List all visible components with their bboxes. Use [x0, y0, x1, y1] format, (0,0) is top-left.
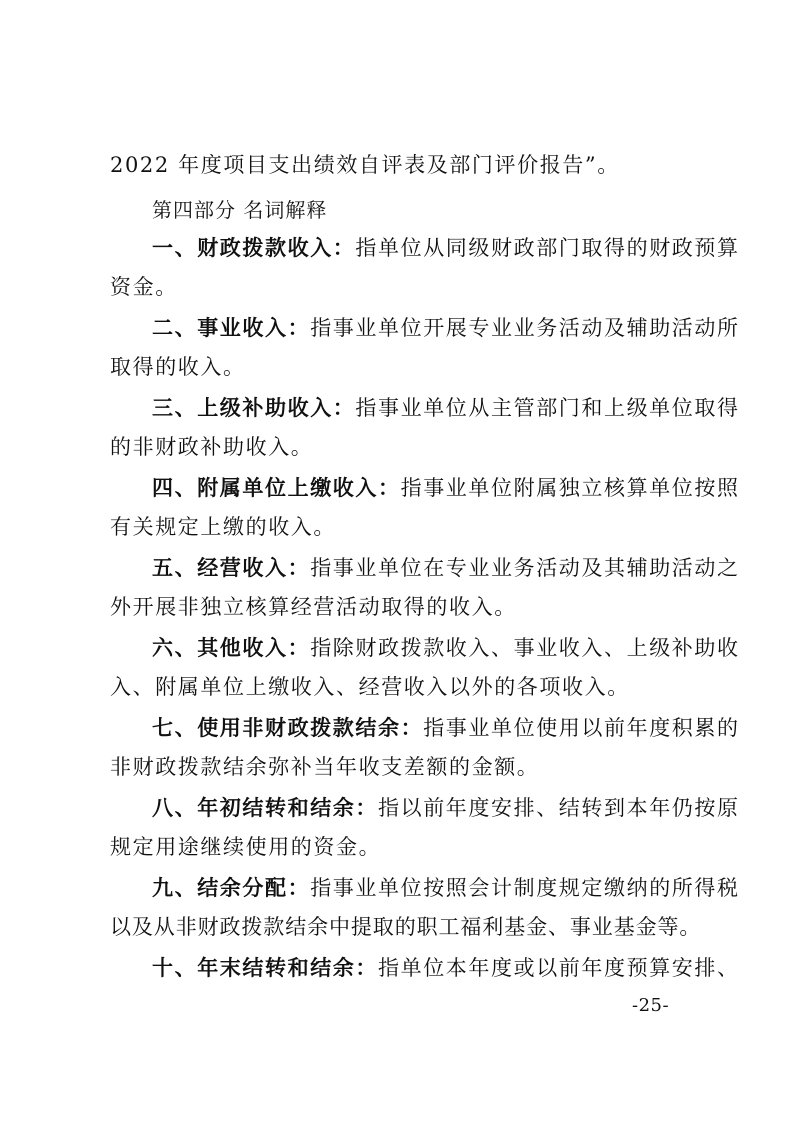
- definition-10-line-1: [152, 953, 740, 983]
- definition-8-line-2: 规定用途继续使用的资金。: [110, 835, 382, 859]
- definition-9-line-1: [152, 873, 740, 903]
- definition-2-text: 指事业单位开展专业业务活动及辅助活动所: [310, 316, 740, 340]
- definition-3-text: 指事业单位从主管部门和上级单位取得: [355, 396, 740, 420]
- definition-2-term: 二、事业收入：: [152, 315, 311, 340]
- definition-5-text: 指事业单位在专业业务活动及其辅助活动之: [310, 556, 740, 580]
- definition-10-term: 十、年末结转和结余：: [152, 955, 378, 980]
- definition-2-line-2: 取得的收入。: [110, 355, 246, 379]
- definition-1-text: 指单位从同级财政部门取得的财政预算: [355, 236, 740, 260]
- definition-6-line-1: [152, 633, 740, 663]
- definition-1-line-2: 资金。: [110, 275, 178, 299]
- definition-3-term: 三、上级补助收入：: [152, 395, 356, 420]
- definition-6-term: 六、其他收入：: [152, 635, 311, 660]
- definition-9-text: 指事业单位按照会计制度规定缴纳的所得税: [310, 876, 740, 900]
- definition-10-text: 指单位本年度或以前年度预算安排、: [378, 956, 740, 980]
- definition-5-term: 五、经营收入：: [152, 555, 311, 580]
- definition-4-line-2: 有关规定上缴的收入。: [110, 515, 336, 539]
- definition-6-line-2: 入、附属单位上缴收入、经营收入以外的各项收入。: [110, 675, 630, 699]
- definition-7-line-1: [152, 713, 740, 743]
- definition-8-line-1: [152, 793, 740, 823]
- definition-5-line-1: [152, 553, 740, 583]
- definition-6-text: 指除财政拨款收入、事业收入、上级补助收: [310, 636, 740, 660]
- definition-7-term: 七、使用非财政拨款结余：: [152, 715, 424, 740]
- definition-8-term: 八、年初结转和结余：: [152, 795, 378, 820]
- page-number: -25-: [632, 995, 670, 1016]
- definition-4-term: 四、附属单位上缴收入：: [152, 475, 401, 500]
- section-heading: 第四部分 名词解释: [152, 198, 328, 222]
- definition-9-term: 九、结余分配：: [152, 875, 311, 900]
- definition-4-line-1: [152, 473, 740, 503]
- definition-3-line-2: 的非财政补助收入。: [110, 435, 314, 459]
- definition-7-text: 指事业单位使用以前年度积累的: [423, 716, 740, 740]
- definition-1-term: 一、财政拨款收入：: [152, 235, 356, 260]
- definition-7-line-2: 非财政拨款结余弥补当年收支差额的金额。: [110, 755, 540, 779]
- definition-9-line-2: 以及从非财政拨款结余中提取的职工福利基金、事业基金等。: [110, 915, 702, 939]
- definition-2-line-1: [152, 313, 740, 343]
- definition-3-line-1: [152, 393, 740, 423]
- definition-1-line-1: [152, 233, 740, 263]
- definition-5-line-2: 外开展非独立核算经营活动取得的收入。: [110, 595, 517, 619]
- intro-line: 2022 年度项目支出绩效自评表及部门评价报告”。: [110, 153, 620, 177]
- definition-8-text: 指以前年度安排、结转到本年仍按原: [378, 796, 740, 820]
- definition-4-text: 指事业单位附属独立核算单位按照: [400, 476, 740, 500]
